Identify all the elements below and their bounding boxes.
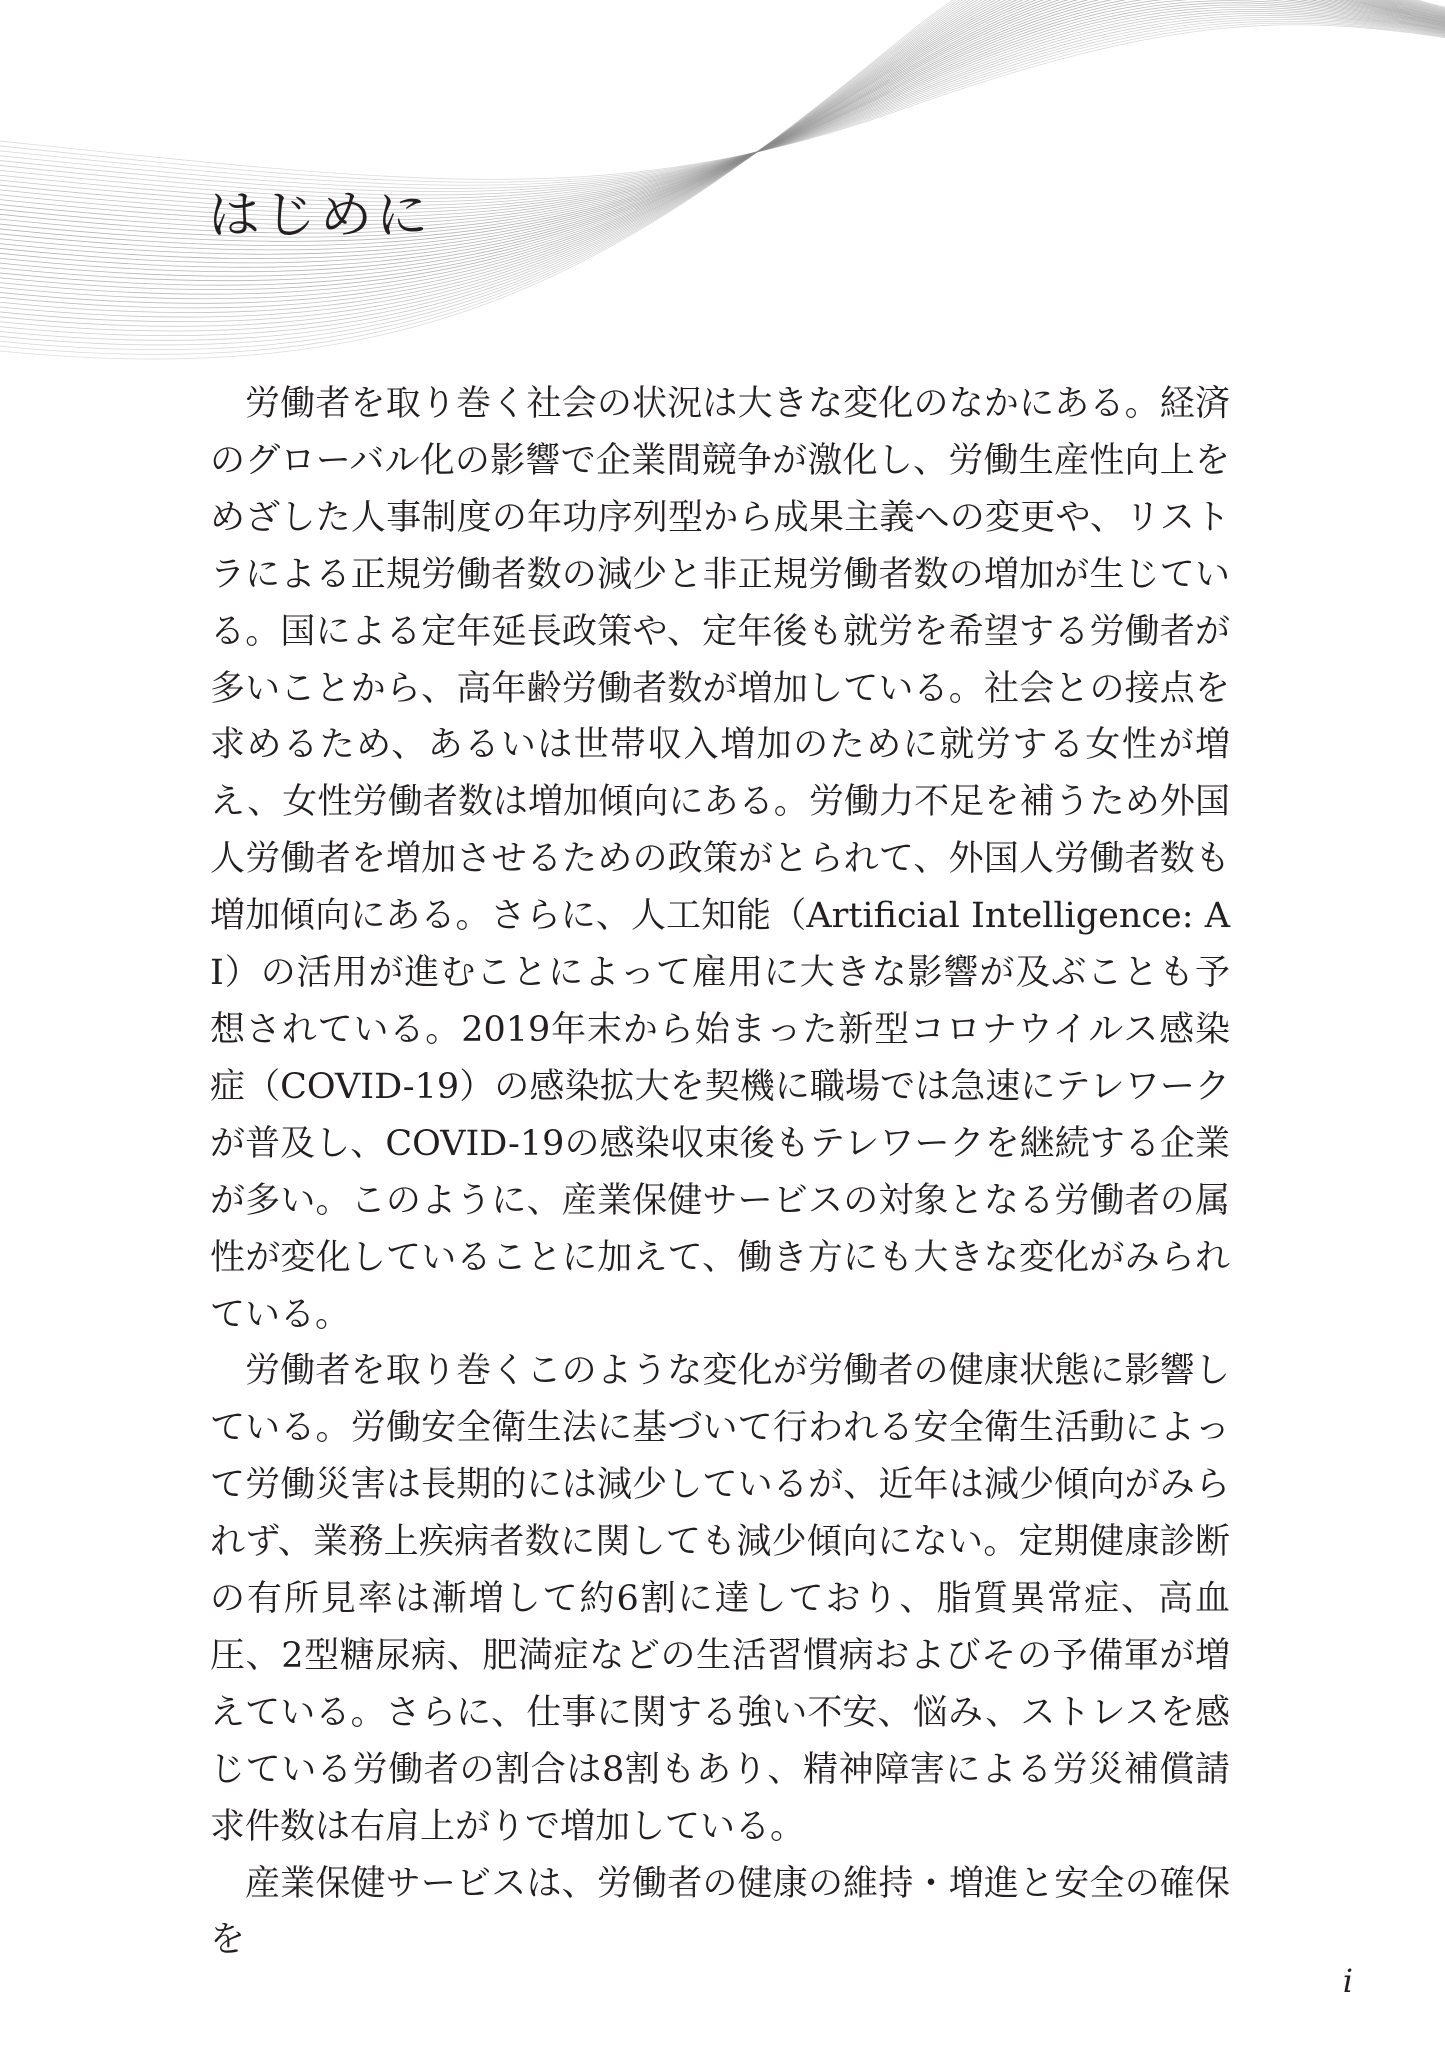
wave-line (0, 0, 1445, 354)
wave-line (0, 0, 1445, 313)
wave-line (0, 23, 1445, 182)
page-number: i (1342, 1962, 1353, 2000)
page-title: はじめに (208, 186, 433, 246)
wave-line (0, 3, 1445, 217)
wave-line (0, 25, 1445, 180)
wave-line (0, 0, 1445, 308)
paragraph-2: 労働者を取り巻くこのような変化が労働者の健康状態に影響している。労働安全衛生法に基づいて行われる安全衛生活動によって労働災害は長期的には減少しているが、近年は減少傾向がみられず、業務上疾病者数に関しても減少傾向にない。定期健康診断の有所見率は漸増して約6割に達しており、脂質異常症、高血圧、2型糖尿病、肥満症などの生活習慣病およびその予備軍が増えている。さらに、仕事に関する強い不安、悩み、ストレスを感じている労働者の割合は8割もあり、精神障害による労災補償請求件数は右肩上がりで増加している。 (210, 1351, 1230, 1847)
wave-line (0, 0, 1445, 359)
wave-line (0, 0, 1445, 317)
paragraph-1: 労働者を取り巻く社会の状況は大きな変化のなかにある。経済のグローバル化の影響で企業間競争が激化し、労働生産性向上をめざした人事制度の年功序列型から成果主義への変更や、リストラによる正規労働者数の減少と非正規労働者数の増加が生じている。国による定年延長政策や、定年後も就労を希望する労働者が多いことから、高年齢労働者数が増加している。社会との接点を求めるため、あるいは世帯収入増加のために就労する女性が増え、女性労働者数は増加傾向にある。労働力不足を補うため外国人労働者を増加させるための政策がとられて、外国人労働者数も増加傾向にある。さらに、人工知能（Artificial Intelligence: AI）の活用が進むことによって雇用に大きな影響が及ぶことも予想されている。2019年末から始まった新型コロナウイルス感染症（COVID-19）の感染拡大を契機に職場では急速にテレワークが普及し、COVID-19の感染収束後もテレワークを継続する企業が多い。このように、産業保健サービスの対象となる労働者の属性が変化していることに加えて、働き方にも大きな変化がみられている。 (210, 384, 1230, 1335)
wave-line (0, 0, 1445, 294)
wave-line (0, 0, 1445, 299)
body-text (210, 376, 1230, 1969)
wave-line (0, 5, 1445, 213)
paragraph-3: 産業保健サービスは、労働者の健康の維持・増進と安全の確保を (210, 1863, 1230, 1961)
wave-line (0, 0, 1445, 290)
wave-line (0, 7, 1445, 209)
